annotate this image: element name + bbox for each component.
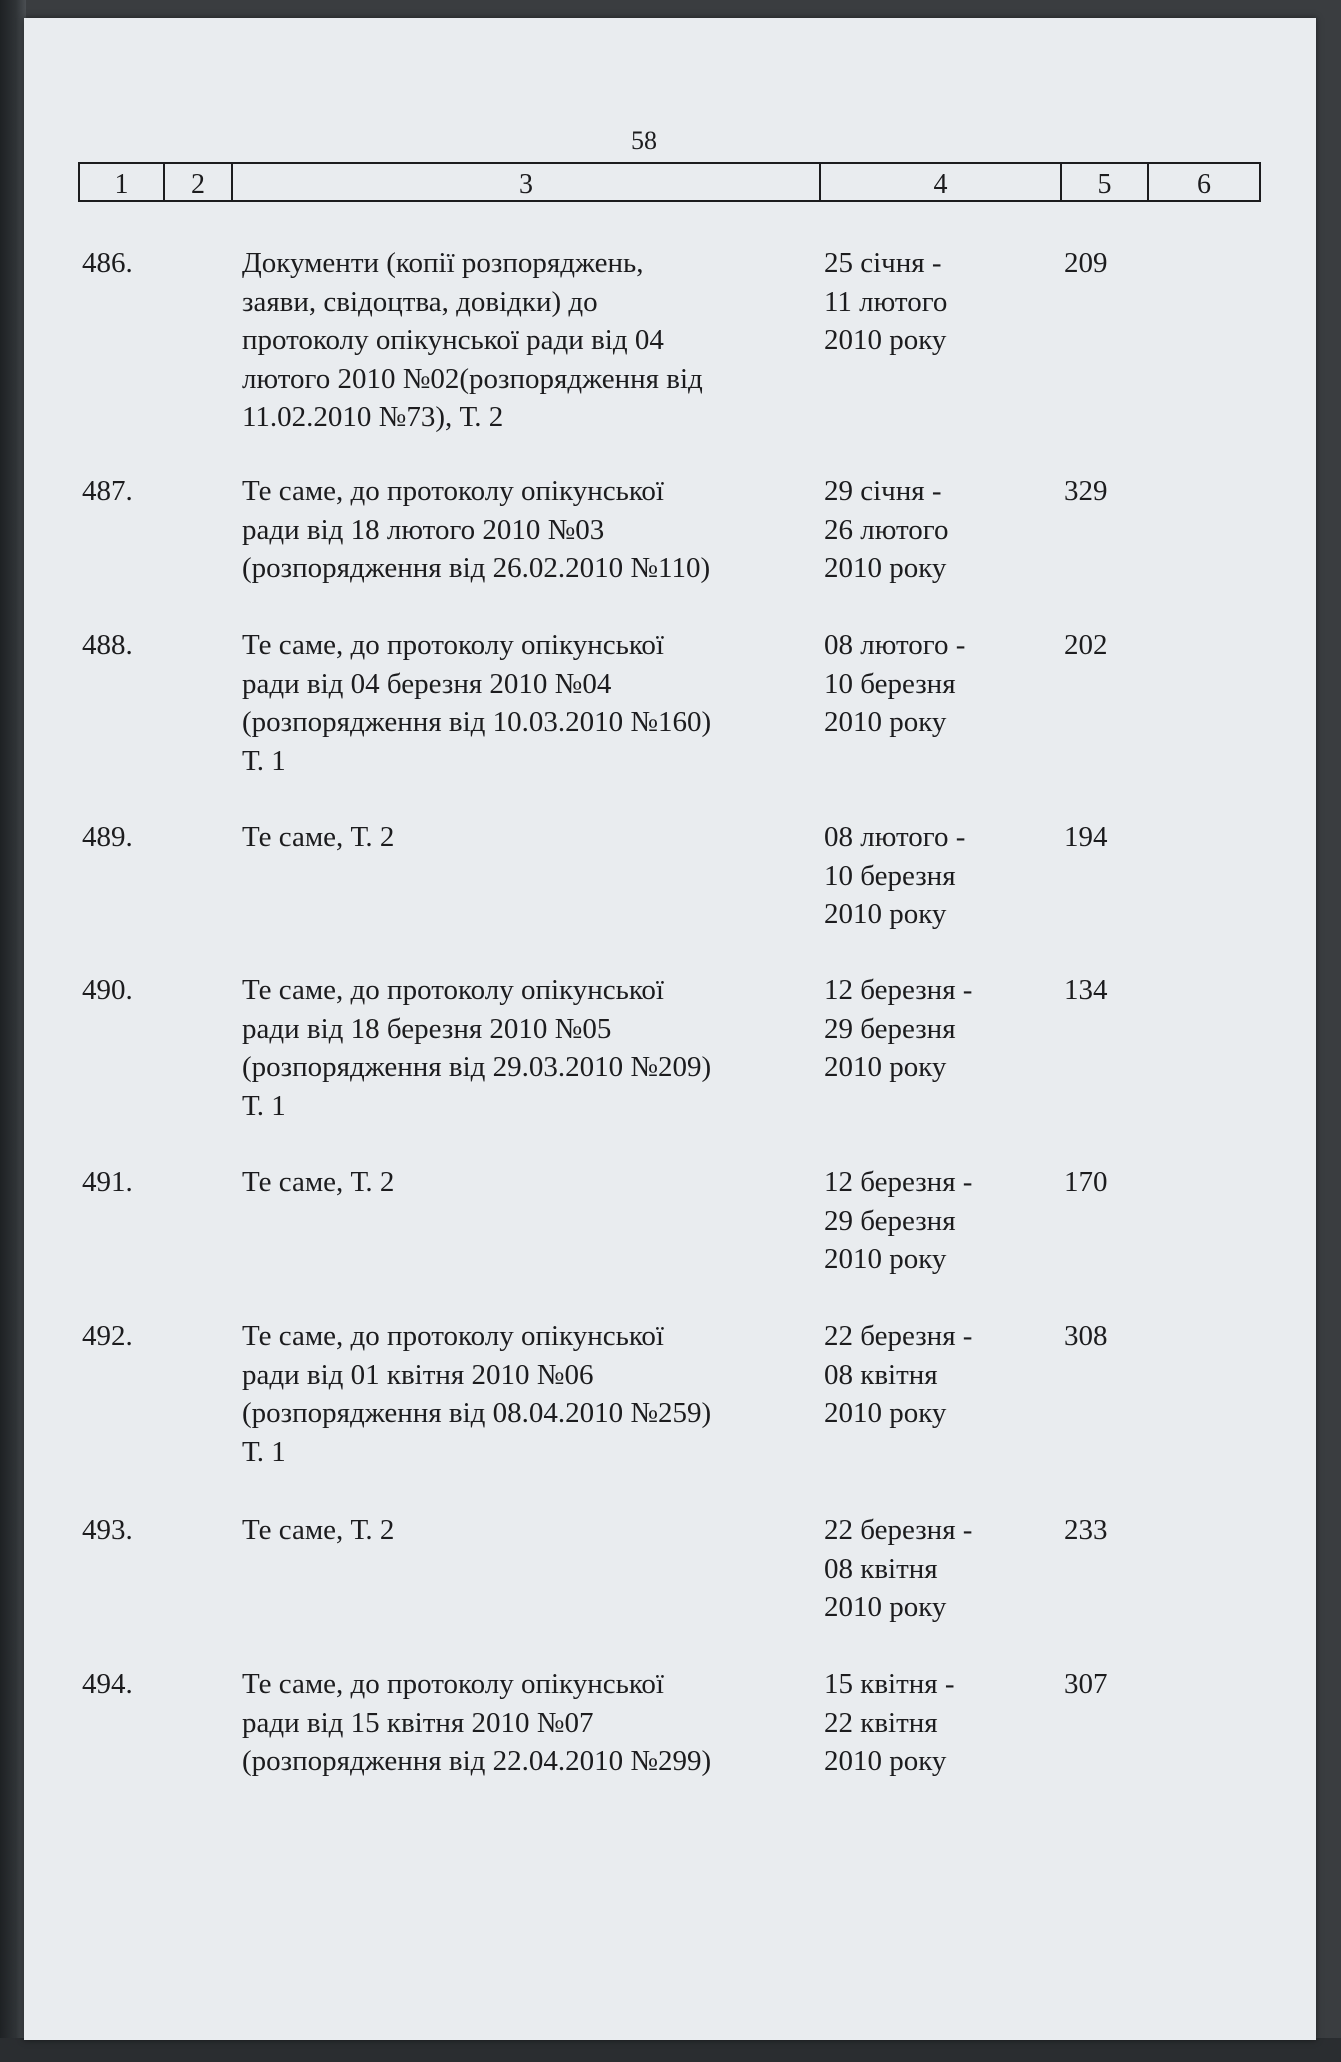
description-line: Те саме, Т. 2 <box>242 1514 395 1546</box>
entry-number: 488. <box>82 629 133 661</box>
description-line: (розпорядження від 22.04.2010 №299) <box>242 1745 712 1777</box>
date-line: 12 березня - <box>824 1166 973 1198</box>
entry-dates <box>824 971 1044 1087</box>
entry-dates <box>824 1665 1044 1781</box>
entry-page-count: 202 <box>1064 629 1108 661</box>
description-line: Т. 1 <box>242 744 286 777</box>
entry-number: 487. <box>82 475 133 507</box>
description-line: Те саме, до протоколу опікунської <box>242 1320 664 1352</box>
description-line: Те саме, до протоколу опікунської <box>242 1668 664 1700</box>
date-line: 2010 року <box>824 706 947 738</box>
scanner-bottom-edge <box>0 2038 1341 2062</box>
column-header-1: 1 <box>80 164 165 200</box>
entry-number: 490. <box>82 974 133 1006</box>
entry-page-count: 194 <box>1064 821 1108 853</box>
date-line: 2010 року <box>824 1051 947 1083</box>
date-line: 22 березня - <box>824 1320 973 1352</box>
entry-page-count: 170 <box>1064 1166 1108 1198</box>
date-line: 29 березня <box>824 1012 956 1045</box>
description-line: Те саме, до протоколу опікунської <box>242 629 664 661</box>
description-line: (розпорядження від 29.03.2010 №209) <box>242 1051 712 1083</box>
description-line: (розпорядження від 26.02.2010 №110) <box>242 552 711 584</box>
date-line: 2010 року <box>824 1397 947 1429</box>
description-line: (розпорядження від 10.03.2010 №160) <box>242 706 712 738</box>
entry-number: 493. <box>82 1514 133 1546</box>
description-line: ради від 15 квітня 2010 №07 <box>242 1706 594 1739</box>
entry-page-count: 307 <box>1064 1668 1108 1700</box>
description-line: протоколу опікунської ради від 04 <box>242 324 664 356</box>
date-line: 2010 року <box>824 1591 947 1623</box>
column-header-2: 2 <box>165 164 233 200</box>
entry-page-count: 233 <box>1064 1514 1108 1546</box>
description-line: Те саме, Т. 2 <box>242 821 395 853</box>
entry-description <box>242 626 802 780</box>
column-header-3: 3 <box>233 164 821 200</box>
entry-description <box>242 1665 802 1781</box>
column-header-4: 4 <box>821 164 1062 200</box>
date-line: 08 лютого - <box>824 821 966 853</box>
column-header-row <box>78 162 1261 202</box>
date-line: 10 березня <box>824 667 956 700</box>
date-line: 12 березня - <box>824 974 973 1006</box>
date-line: 08 лютого - <box>824 629 966 661</box>
description-line: ради від 04 березня 2010 №04 <box>242 667 612 700</box>
description-line: 11.02.2010 №73), Т. 2 <box>242 401 504 433</box>
date-line: 08 квітня <box>824 1552 938 1585</box>
entry-number: 486. <box>82 247 133 279</box>
date-line: 08 квітня <box>824 1358 938 1391</box>
date-line: 29 січня - <box>824 475 942 507</box>
description-line: Т. 1 <box>242 1089 286 1122</box>
entry-description <box>242 1317 802 1471</box>
entry-page-count: 329 <box>1064 475 1108 507</box>
date-line: 15 квітня - <box>824 1668 955 1700</box>
entry-dates <box>824 626 1044 742</box>
entry-description <box>242 1163 802 1202</box>
description-line: (розпорядження від 08.04.2010 №259) <box>242 1397 712 1429</box>
date-line: 26 лютого <box>824 513 949 546</box>
description-line: Те саме, до протоколу опікунської <box>242 974 664 1006</box>
column-header-5: 5 <box>1062 164 1149 200</box>
entry-number: 491. <box>82 1166 133 1198</box>
entry-page-count: 308 <box>1064 1320 1108 1352</box>
date-line: 29 березня <box>824 1204 956 1237</box>
date-line: 2010 року <box>824 324 947 356</box>
page-number-text: 58 <box>631 126 657 155</box>
entry-description <box>242 1511 802 1550</box>
description-line: ради від 18 березня 2010 №05 <box>242 1012 612 1045</box>
entry-dates <box>824 818 1044 934</box>
column-header-6: 6 <box>1197 169 1211 200</box>
entry-page-count: 134 <box>1064 974 1108 1006</box>
date-line: 22 березня - <box>824 1514 973 1546</box>
date-line: 2010 року <box>824 898 947 930</box>
description-line: ради від 01 квітня 2010 №06 <box>242 1358 594 1391</box>
entry-description <box>242 472 802 588</box>
date-line: 22 квітня <box>824 1706 938 1739</box>
entry-dates <box>824 244 1044 360</box>
date-line: 25 січня - <box>824 247 942 279</box>
entry-number: 492. <box>82 1320 133 1352</box>
date-line: 11 лютого <box>824 285 948 318</box>
entry-dates <box>824 1317 1044 1433</box>
date-line: 10 березня <box>824 859 956 892</box>
description-line: Документи (копії розпоряджень, <box>242 247 644 279</box>
description-line: Т. 1 <box>242 1435 286 1468</box>
entry-dates <box>824 1163 1044 1279</box>
date-line: 2010 року <box>824 1243 947 1275</box>
date-line: 2010 року <box>824 552 947 584</box>
entry-page-count: 209 <box>1064 247 1108 279</box>
entry-number: 489. <box>82 821 133 853</box>
description-line: Те саме, Т. 2 <box>242 1166 395 1198</box>
scanner-left-edge <box>0 0 26 2062</box>
entry-description <box>242 244 802 437</box>
description-line: ради від 18 лютого 2010 №03 <box>242 513 605 546</box>
date-line: 2010 року <box>824 1745 947 1777</box>
description-line: лютого 2010 №02(розпорядження від <box>242 362 703 395</box>
entry-dates <box>824 1511 1044 1627</box>
page-number <box>24 126 1316 156</box>
document-page <box>24 18 1316 2040</box>
entry-description <box>242 818 802 857</box>
entry-description <box>242 971 802 1125</box>
entry-dates <box>824 472 1044 588</box>
description-line: Те саме, до протоколу опікунської <box>242 475 664 507</box>
entry-number: 494. <box>82 1668 133 1700</box>
description-line: заяви, свідоцтва, довідки) до <box>242 285 598 318</box>
